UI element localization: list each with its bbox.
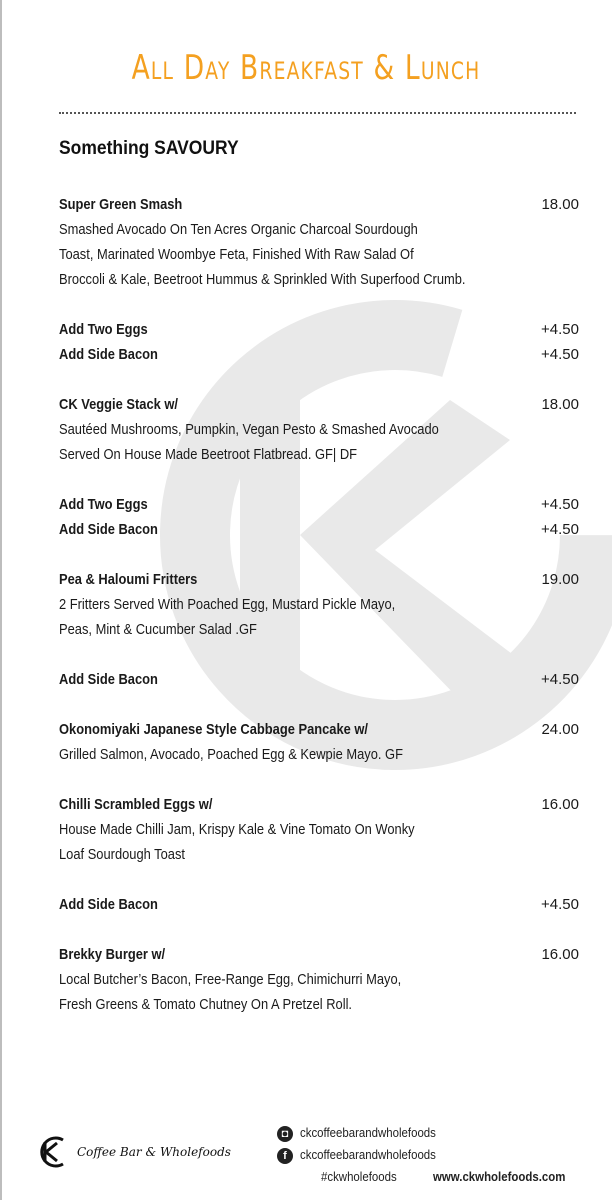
menu-item-desc-text: Grilled Salmon, Avocado, Poached Egg & Kewpie Mayo. GF	[59, 746, 403, 763]
facebook-handle: ckcoffeebarandwholefoods	[300, 1147, 436, 1162]
menu-item-price: +4.50	[541, 671, 579, 688]
menu-item-heading	[59, 717, 579, 742]
menu-item-heading	[59, 192, 579, 217]
menu-item-description	[59, 742, 579, 767]
menu-list	[59, 192, 579, 1017]
menu-gap	[59, 542, 579, 567]
menu-item-heading	[59, 792, 579, 817]
facebook-row[interactable]	[277, 1144, 597, 1166]
menu-gap	[59, 692, 579, 717]
menu-item-desc-text: Broccoli & Kale, Beetroot Hummus & Sprinkled With Superfood Crumb.	[59, 271, 466, 288]
section-title: Something SAVOURY	[59, 138, 239, 159]
menu-item-name: Add Side Bacon	[59, 521, 158, 538]
menu-item-heading	[59, 942, 579, 967]
menu-item-price: 18.00	[541, 196, 579, 213]
menu-item-name: Pea & Haloumi Fritters	[59, 571, 198, 588]
menu-item-name: Okonomiyaki Japanese Style Cabbage Pancake w/	[59, 721, 369, 738]
menu-gap	[59, 917, 579, 942]
social-links	[277, 1122, 597, 1188]
footer-brand: Coffee Bar & Wholefoods	[77, 1145, 231, 1159]
menu-item-price: 19.00	[541, 571, 579, 588]
menu-item-heading	[59, 567, 579, 592]
menu-item-name: Super Green Smash	[59, 196, 183, 213]
menu-item-description	[59, 242, 579, 267]
menu-item-description	[59, 842, 579, 867]
menu-item-desc-text: Sautéed Mushrooms, Pumpkin, Vegan Pesto & Smashed Avocado	[59, 421, 439, 438]
menu-item-description	[59, 992, 579, 1017]
menu-item-desc-text: Peas, Mint & Cucumber Salad .GF	[59, 621, 257, 638]
menu-item-desc-text: Loaf Sourdough Toast	[59, 846, 186, 863]
menu-item-description	[59, 442, 579, 467]
facebook-icon: f	[277, 1148, 293, 1164]
menu-item-name: Add Two Eggs	[59, 321, 148, 338]
footer-tags	[277, 1166, 597, 1188]
menu-gap	[59, 467, 579, 492]
menu-item-description	[59, 817, 579, 842]
menu-item-name: Brekky Burger w/	[59, 946, 166, 963]
menu-item-description	[59, 217, 579, 242]
page-edge	[0, 0, 2, 1200]
menu-item-desc-text: Smashed Avocado On Ten Acres Organic Charcoal Sourdough	[59, 221, 418, 238]
menu-item-price: +4.50	[541, 346, 579, 363]
menu-item-name: Add Two Eggs	[59, 496, 148, 513]
menu-item-name: CK Veggie Stack w/	[59, 396, 179, 413]
menu-item-desc-text: House Made Chilli Jam, Krispy Kale & Vine Tomato On Wonky	[59, 821, 415, 838]
dotted-divider	[59, 112, 576, 114]
ck-logo-icon	[33, 1134, 73, 1170]
menu-item-description	[59, 417, 579, 442]
menu-item-heading	[59, 317, 579, 342]
menu-item-price: 18.00	[541, 396, 579, 413]
menu-gap	[59, 642, 579, 667]
menu-item-desc-text: Fresh Greens & Tomato Chutney On A Pretzel Roll.	[59, 996, 353, 1013]
menu-item-heading	[59, 342, 579, 367]
menu-gap	[59, 367, 579, 392]
menu-item-price: 24.00	[541, 721, 579, 738]
menu-item-description	[59, 967, 579, 992]
menu-item-price: +4.50	[541, 321, 579, 338]
menu-item-desc-text: Local Butcher’s Bacon, Free-Range Egg, Chimichurri Mayo,	[59, 971, 402, 988]
menu-gap	[59, 867, 579, 892]
menu-item-desc-text: 2 Fritters Served With Poached Egg, Mustard Pickle Mayo,	[59, 596, 396, 613]
menu-item-price: +4.50	[541, 496, 579, 513]
hashtag: #ckwholefoods	[321, 1169, 397, 1184]
page-title: All Day Breakfast & Lunch	[131, 48, 481, 88]
menu-item-description	[59, 617, 579, 642]
menu-item-description	[59, 592, 579, 617]
menu-item-name: Chilli Scrambled Eggs w/	[59, 796, 213, 813]
menu-item-desc-text: Toast, Marinated Woombye Feta, Finished With Raw Salad Of	[59, 246, 414, 263]
menu-item-name: Add Side Bacon	[59, 346, 158, 363]
menu-gap	[59, 767, 579, 792]
menu-item-name: Add Side Bacon	[59, 671, 158, 688]
menu-item-price: 16.00	[541, 946, 579, 963]
menu-item-price: 16.00	[541, 796, 579, 813]
menu-item-desc-text: Served On House Made Beetroot Flatbread. GF| DF	[59, 446, 358, 463]
menu-item-price: +4.50	[541, 521, 579, 538]
menu-item-heading	[59, 392, 579, 417]
menu-item-description	[59, 267, 579, 292]
menu-item-price: +4.50	[541, 896, 579, 913]
menu-item-heading	[59, 492, 579, 517]
instagram-icon: ◘	[277, 1126, 293, 1142]
instagram-row[interactable]	[277, 1122, 597, 1144]
menu-item-heading	[59, 517, 579, 542]
menu-item-heading	[59, 667, 579, 692]
menu-gap	[59, 292, 579, 317]
website-link[interactable]: www.ckwholefoods.com	[433, 1169, 566, 1184]
instagram-handle: ckcoffeebarandwholefoods	[300, 1125, 436, 1140]
menu-item-heading	[59, 892, 579, 917]
menu-item-name: Add Side Bacon	[59, 896, 158, 913]
